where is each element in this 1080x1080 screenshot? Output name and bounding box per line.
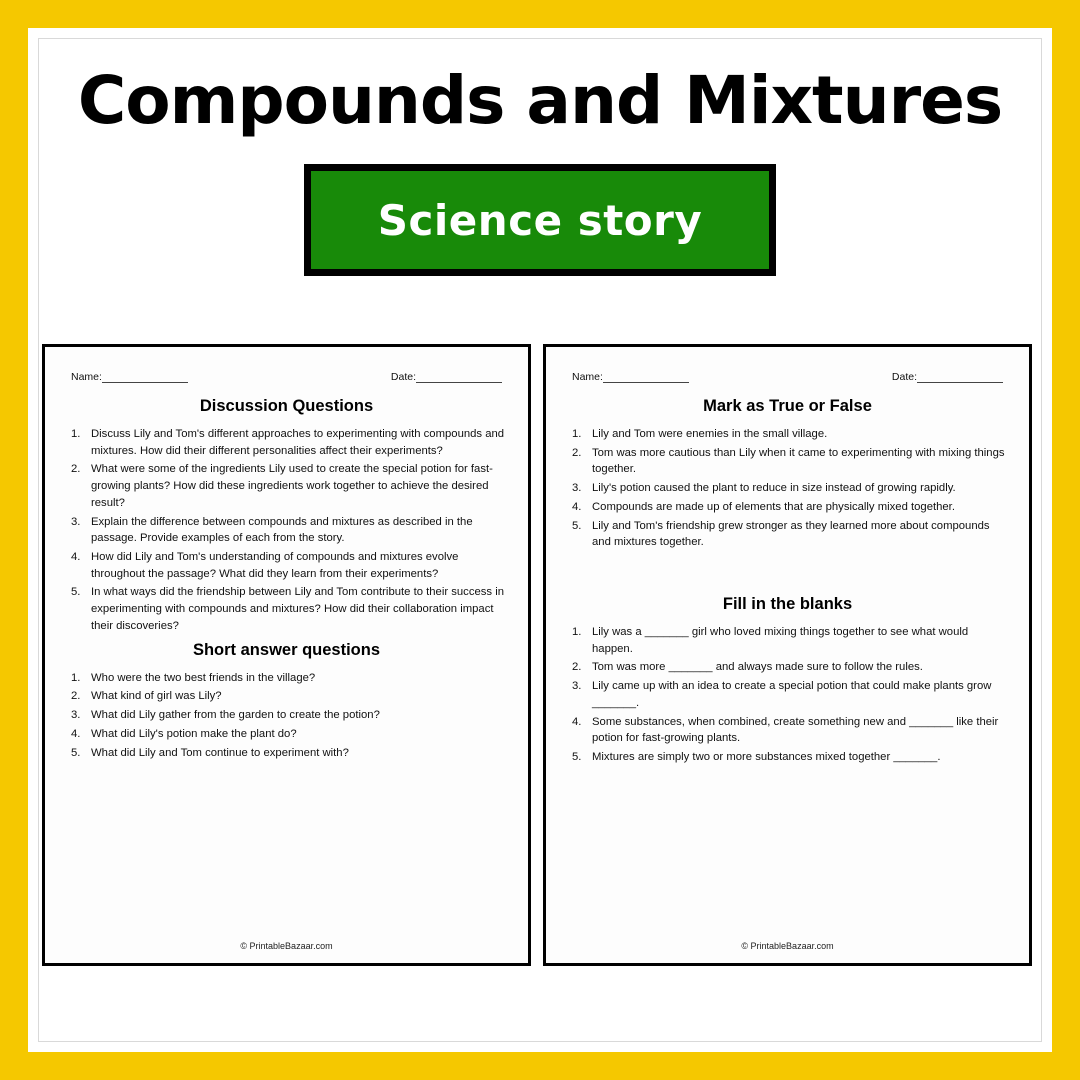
item-text: What kind of girl was Lily?	[91, 690, 222, 703]
list-item	[568, 714, 1007, 747]
fill-in-the-blanks-list	[568, 624, 1007, 766]
discussion-questions-list	[67, 426, 506, 635]
page-title: Compounds and Mixtures	[77, 62, 1003, 139]
list-item	[568, 659, 1007, 676]
list-item	[67, 549, 506, 582]
item-text: Tom was more _______ and always made sure to follow the rules.	[592, 661, 923, 674]
list-item	[568, 624, 1007, 657]
left-credit: © PrintableBazaar.com	[240, 941, 333, 951]
list-item	[568, 678, 1007, 711]
list-item	[568, 480, 1007, 497]
item-text: Some substances, when combined, create something new and _______ like their potion for fast-growing plants.	[592, 715, 999, 745]
list-item	[568, 749, 1007, 766]
subtitle-text: Science story	[377, 195, 703, 245]
right-credit: © PrintableBazaar.com	[741, 941, 834, 951]
item-text: Discuss Lily and Tom's different approaches to experimenting with compounds and mixtures. How did their different personalities affect their experiments?	[91, 428, 505, 457]
left-worksheet-card	[42, 344, 531, 966]
item-number: 1.	[71, 428, 81, 440]
list-item	[67, 670, 506, 687]
right-meta-row	[568, 371, 1007, 383]
short-answer-questions-heading: Short answer questions	[192, 640, 381, 659]
item-text: Lily and Tom were enemies in the small village.	[592, 428, 828, 440]
item-text: What did Lily's potion make the plant do?	[91, 727, 297, 740]
worksheet-page	[28, 28, 1052, 1052]
true-or-false-list	[568, 426, 1007, 551]
right-name-label: Name:	[572, 371, 603, 383]
item-number: 5.	[572, 751, 582, 764]
item-number: 3.	[572, 482, 582, 495]
left-name-line[interactable]	[102, 372, 188, 383]
list-item	[568, 426, 1007, 443]
item-number: 3.	[71, 515, 81, 528]
item-text: Lily came up with an idea to create a special potion that could make plants grow _______.	[592, 680, 992, 709]
item-number: 2.	[71, 463, 81, 476]
item-number: 2.	[572, 661, 582, 674]
item-text: Lily and Tom's friendship grew stronger as they learned more about compounds and mixtures together.	[592, 519, 990, 549]
list-item	[568, 499, 1007, 516]
item-number: 4.	[572, 715, 582, 728]
item-number: 1.	[572, 428, 582, 440]
item-text: What did Lily and Tom continue to experiment with?	[91, 746, 349, 759]
right-date-label: Date:	[891, 371, 917, 383]
right-date-line[interactable]	[917, 372, 1003, 383]
item-number: 2.	[71, 690, 81, 703]
item-number: 3.	[71, 709, 81, 722]
left-name-label: Name:	[71, 371, 102, 383]
list-item	[67, 745, 506, 762]
left-name-field[interactable]	[71, 371, 188, 383]
short-answer-questions-list	[67, 670, 506, 762]
discussion-questions-heading: Discussion Questions	[199, 397, 374, 415]
right-worksheet-card	[543, 344, 1032, 966]
list-item	[67, 514, 506, 547]
item-text: Compounds are made up of elements that are physically mixed together.	[592, 500, 955, 513]
item-text: In what ways did the friendship between Lily and Tom contribute to their success in experimenting with compounds and mixtures? How did their collaboration impact their discoveries?	[91, 586, 504, 632]
item-text: Lily's potion caused the plant to reduce in size instead of growing rapidly.	[592, 482, 956, 495]
list-item	[568, 518, 1007, 551]
item-text: Lily was a _______ girl who loved mixing things together to see what would happen.	[592, 626, 969, 655]
right-name-field[interactable]	[572, 371, 689, 383]
item-text: What did Lily gather from the garden to create the potion?	[91, 709, 380, 722]
item-number: 4.	[572, 500, 582, 513]
item-text: What were some of the ingredients Lily used to create the special potion for fast-growing plants? How did these ingredients work together to achieve the desired result?	[91, 463, 493, 509]
item-number: 2.	[572, 446, 582, 459]
left-date-field[interactable]	[391, 371, 502, 383]
item-text: Mixtures are simply two or more substances mixed together _______.	[592, 751, 941, 764]
left-date-line[interactable]	[416, 372, 502, 383]
item-number: 4.	[71, 551, 81, 564]
right-date-field[interactable]	[892, 371, 1003, 383]
item-number: 4.	[71, 727, 81, 740]
list-item	[67, 707, 506, 724]
left-date-label: Date:	[390, 371, 416, 383]
item-number: 5.	[71, 586, 81, 599]
list-item	[67, 688, 506, 705]
true-or-false-heading: Mark as True or False	[703, 397, 872, 415]
list-item	[568, 445, 1007, 478]
right-name-line[interactable]	[603, 372, 689, 383]
item-number: 1.	[71, 671, 81, 684]
item-text: Explain the difference between compounds and mixtures as described in the passage. Provide examples of each from the story.	[91, 515, 473, 545]
left-meta-row	[67, 371, 506, 383]
list-item	[67, 426, 506, 459]
list-item	[67, 726, 506, 743]
item-number: 3.	[572, 680, 582, 693]
item-number: 5.	[71, 746, 81, 759]
subtitle-banner	[304, 164, 776, 276]
item-text: How did Lily and Tom's understanding of compounds and mixtures evolve throughout the passage? What did they learn from their experiments?	[91, 551, 459, 580]
item-text: Tom was more cautious than Lily when it came to experimenting with mixing things together.	[592, 446, 1005, 476]
fill-in-the-blanks-heading: Fill in the blanks	[722, 595, 853, 614]
list-item	[67, 461, 506, 511]
list-item	[67, 584, 506, 634]
item-number: 1.	[572, 626, 582, 639]
item-text: Who were the two best friends in the village?	[91, 671, 316, 684]
item-number: 5.	[572, 519, 582, 532]
